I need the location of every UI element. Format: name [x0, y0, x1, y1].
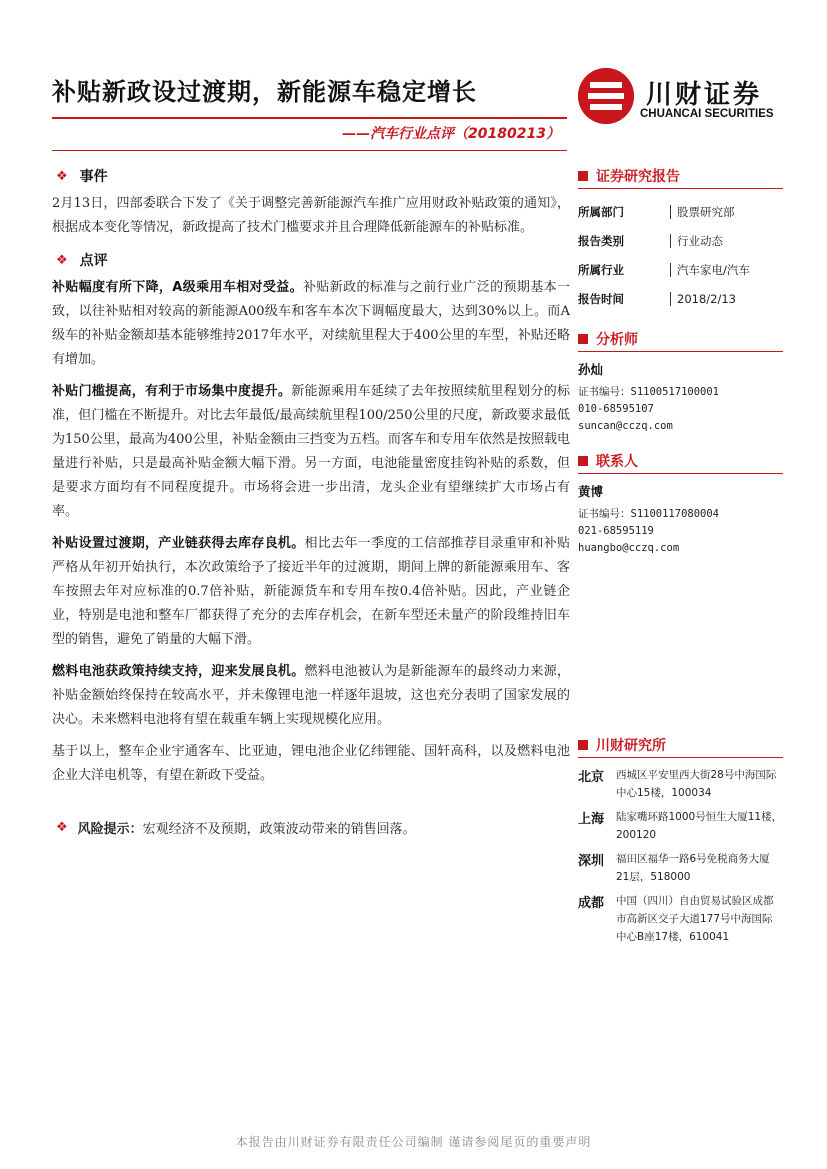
office-entry: 北京 西城区平安里西大街28号中海国际中心15楼，100034: [578, 769, 777, 799]
diamond-bullet-icon: ❖: [56, 168, 68, 184]
event-heading: ❖ 事件: [56, 168, 108, 185]
review-paragraph-2: 补贴门槛提高，有利于市场集中度提升。新能源乘用车延续了去年按照续航里程划分的标准，但门槛在不断提升。对比去年最低/最高续航里程100/250公里的尺度，新政要求最低为150公里，最高为400公里，补贴金额由三挡变为五档。而客车和专用车依然是按照载电量进行补贴，只是最高补贴金额大幅下滑。另一方面，电池能量密度挂钩补贴的系数，但是要求方面均有不同程度提升。市场将会进一步出清，龙头企业有望继续扩大市场占有率。: [52, 384, 570, 519]
square-bullet-icon: [578, 334, 588, 344]
office-entry: 深圳 福田区福华一路6号免税商务大厦21层，518000: [578, 853, 770, 883]
footer-disclaimer: 本报告由川财证券有限责任公司编制 谨请参阅尾页的重要声明: [235, 1135, 592, 1149]
report-subtitle: ——汽车行业点评（20180213）: [342, 126, 560, 142]
sidebar: [578, 164, 783, 952]
header-rule: [52, 117, 567, 119]
main-content: [52, 164, 570, 837]
square-bullet-icon: [578, 740, 588, 750]
report-info-heading: 证券研究报告: [578, 164, 783, 189]
contact-name: 黄博: [578, 484, 604, 499]
review-paragraph-3: 补贴设置过渡期，产业链获得去库存良机。相比去年一季度的工信部推荐目录重审和补贴严格从年初开始执行，本次政策给予了接近半年的过渡期，期间上牌的新能源乘用车、客车按照去年对应标准的0.7倍补贴，新能源货车和专用车按0.4倍补贴。因此，产业链企业，特别是电池和整车厂都获得了充分的去库存机会，在新车型还未量产的阶段维持旧车型的销售，避免了销量的大幅下滑。: [52, 536, 570, 647]
contact-email[interactable]: huangbo@cczq.com: [578, 542, 680, 554]
logo-text-en: CHUANCAI SECURITIES: [640, 108, 774, 120]
analyst-email[interactable]: suncan@cczq.com: [578, 420, 673, 432]
contact-heading: 联系人: [578, 449, 783, 474]
contact-phone: 021-68595119: [578, 525, 654, 537]
event-paragraph: 2月13日，四部委联合下发了《关于调整完善新能源汽车推广应用财政补贴政策的通知》，根据成本变化等情况，新政提高了技术门槛要求并且合理降低新能源车的补贴标准。: [52, 196, 570, 235]
square-bullet-icon: [578, 171, 588, 181]
analyst-heading: 分析师: [578, 327, 783, 352]
office-entry: 成都 中国（四川）自由贸易试验区成都市高新区交子大道177号中海国际中心B座17楼，610041: [578, 895, 774, 943]
info-row: 报告类别 行业动态: [578, 233, 723, 248]
square-bullet-icon: [578, 456, 588, 466]
diamond-bullet-icon: ❖: [56, 820, 68, 835]
risk-warning: ❖ 风险提示： 宏观经济不及预期，政策波动带来的销售回落。: [56, 820, 416, 837]
diamond-bullet-icon: ❖: [56, 252, 68, 268]
review-paragraph-1: 补贴幅度有所下降，A级乘用车相对受益。补贴新政的标准与之前行业广泛的预期基本一致，以往补贴相对较高的新能源A00级车和客车本次下调幅度最大，达到30%以上。而A级车的补贴金额却基本能够维持2017年水平，对续航里程大于400公里的车型，补贴还略有增加。: [52, 280, 570, 367]
subtitle-rule: [52, 150, 567, 151]
info-row: 所属部门 股票研究部: [578, 204, 735, 219]
analyst-cert: 证书编号：S1100517100001: [578, 386, 720, 398]
office-entry: 上海 陆家嘴环路1000号恒生大厦11楼，200120: [578, 811, 783, 841]
analyst-phone: 010-68595107: [578, 403, 654, 415]
institute-heading: 川财研究所: [578, 733, 783, 758]
review-paragraph-4: 燃料电池获政策持续支持，迎来发展良机。燃料电池被认为是新能源车的最终动力来源，补贴金额始终保持在较高水平，并未像锂电池一样逐年退坡，这也充分表明了国家发展的决心。未来燃料电池将有望在载重车辆上实现规模化应用。: [52, 664, 570, 727]
info-row: 报告时间 2018/2/13: [578, 291, 736, 306]
company-logo: [578, 68, 778, 128]
contact-cert: 证书编号：S1100117080004: [578, 508, 720, 520]
analyst-section: [578, 327, 783, 435]
review-heading: ❖ 点评: [56, 252, 108, 269]
analyst-name: 孙灿: [578, 362, 604, 377]
contact-section: [578, 449, 783, 557]
info-row: 所属行业 汽车家电/汽车: [578, 262, 750, 277]
institute-section: [578, 733, 783, 946]
review-paragraph-5: 基于以上，整车企业宇通客车、比亚迪，锂电池企业亿纬锂能、国轩高科，以及燃料电池企业大洋电机等，有望在新政下受益。: [52, 744, 570, 783]
logo-mark: [578, 68, 634, 124]
logo-text-cn: 川财证券: [646, 80, 763, 110]
report-title: 补贴新政设过渡期，新能源车稳定增长: [52, 78, 477, 106]
